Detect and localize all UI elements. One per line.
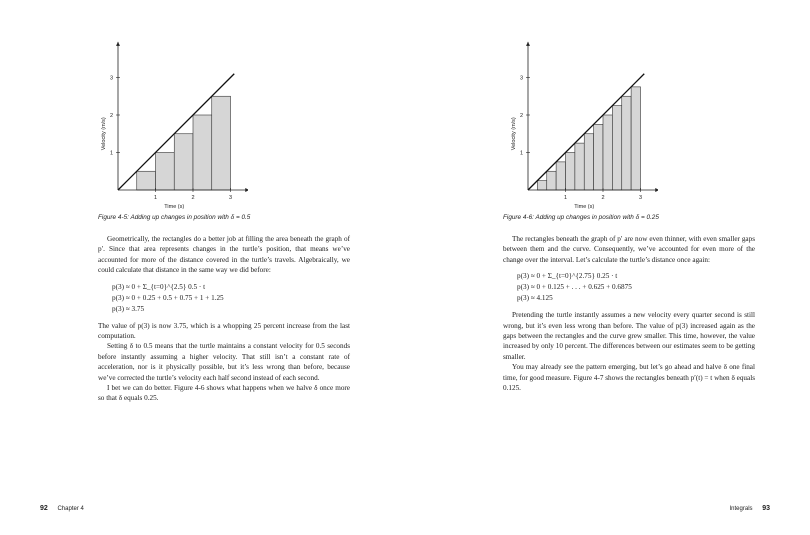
x-tick-label: 1 (563, 195, 568, 201)
y-tick-label: 3 (519, 75, 523, 82)
chart-bar (631, 87, 640, 190)
body-text (503, 234, 755, 393)
right-page (405, 0, 810, 535)
x-tick-label: 2 (601, 195, 605, 201)
equation-line: p(3) ≈ 3.75 (112, 304, 145, 313)
x-tick-label: 1 (153, 195, 158, 201)
chart-bar (556, 162, 565, 190)
paragraph: The value of p(3) is now 3.75, which is a whopping 25 percent increase from the last computation. (98, 321, 350, 341)
running-footer-label: Integrals (729, 506, 753, 512)
paragraph: Pretending the turtle instantly assumes a new velocity every quarter second is still wrong, but it’s even less wrong than before. The value of p(3) increased again as the gaps between the rectangles and the curve grew smaller. This time, however, the value increased by only 10 percent. The differences between our estimates seem to be getting smaller. (503, 311, 755, 361)
chart-bar (575, 143, 584, 190)
x-axis-label: Time (s) (164, 204, 185, 210)
paragraph: Setting δ to 0.5 means that the turtle maintains a constant velocity for 0.5 seconds before instantly assuming a higher velocity. That still isn’t a constant rate of acceleration, nor is it physically possible, but it’s less wrong than before, because we’ve corrected the turtle’s velocity each half second instead of each second. (98, 342, 350, 382)
y-axis-label: Velocity (m/s) (101, 117, 107, 151)
equation-line: p(3) ≈ 0 + Σ_{t=0}^{2.75} 0.25 · t (517, 272, 618, 281)
page-number: 93 (762, 505, 770, 512)
equation-line: p(3) ≈ 0 + Σ_{t=0}^{2.5} 0.5 · t (112, 282, 206, 291)
chart-bar (584, 134, 593, 190)
paragraph: I bet we can do better. Figure 4-6 shows what happens when we halve δ once more so that δ equals 0.25. (98, 384, 350, 403)
chart-bar (566, 153, 575, 191)
x-axis-label: Time (s) (574, 204, 595, 210)
running-footer-label: Chapter 4 (57, 506, 84, 512)
page-footer (40, 505, 84, 512)
velocity-chart-delta-0-25 (508, 28, 658, 218)
chart-bar (547, 171, 556, 190)
paragraph: You may already see the pattern emerging, but let’s go ahead and halve δ one final time, for good measure. Figure 4-7 shows the rectangles beneath p′(t) = t when δ equals 0.125. (503, 363, 755, 393)
y-axis-label: Velocity (m/s) (511, 117, 517, 151)
page-number: 92 (40, 505, 48, 512)
y-tick-label: 2 (519, 113, 523, 119)
equation-line: p(3) ≈ 0 + 0.25 + 0.5 + 0.75 + 1 + 1.25 (112, 293, 224, 302)
chart-bar (174, 134, 193, 190)
chart-bar (156, 153, 175, 191)
x-tick-label: 3 (228, 195, 233, 201)
chart-bar (212, 96, 231, 190)
y-tick-label: 3 (109, 75, 113, 82)
chart-bar (137, 171, 156, 190)
chart-bar (603, 115, 612, 190)
figure-caption: Figure 4-5: Adding up changes in position with δ = 0.5 (98, 214, 251, 221)
equation-line: p(3) ≈ 4.125 (517, 294, 553, 303)
y-axis-arrowhead (526, 42, 530, 46)
y-tick-label: 1 (519, 150, 523, 157)
chart-bar (537, 181, 546, 190)
y-axis-arrowhead (116, 42, 120, 46)
chart-bar (193, 115, 212, 190)
chart-bar (612, 106, 621, 190)
x-tick-label: 3 (638, 195, 643, 201)
body-text (98, 234, 350, 404)
equation-block (112, 282, 350, 315)
y-tick-label: 1 (109, 150, 113, 157)
equation-block (517, 271, 755, 304)
paragraph: Geometrically, the rectangles do a better job at filling the area beneath the graph of p′. Since that area represents changes in the turtle’s position, that means we’ve accounted for more of the distance covered in the turtle’s travels. Algebraically, we could calculate that distance in the same way we did before: (98, 235, 350, 275)
chart-bar (594, 124, 603, 190)
figure-caption: Figure 4-6: Adding up changes in position with δ = 0.25 (503, 214, 659, 221)
chart-bar (622, 96, 631, 190)
x-axis-arrowhead (655, 188, 658, 192)
y-tick-label: 2 (109, 113, 113, 119)
page-footer (730, 505, 770, 512)
equation-line: p(3) ≈ 0 + 0.125 + . . . + 0.625 + 0.6875 (517, 283, 632, 292)
x-tick-label: 2 (191, 195, 195, 201)
x-axis-arrowhead (245, 188, 248, 192)
paragraph: The rectangles beneath the graph of p′ are now even thinner, with even smaller gaps between them and the curve. Consequently, we’ve accounted for even more of the change over the interval. Let’s calculate the turtle’s distance once again: (503, 235, 755, 264)
velocity-chart-delta-0-5 (98, 28, 248, 218)
